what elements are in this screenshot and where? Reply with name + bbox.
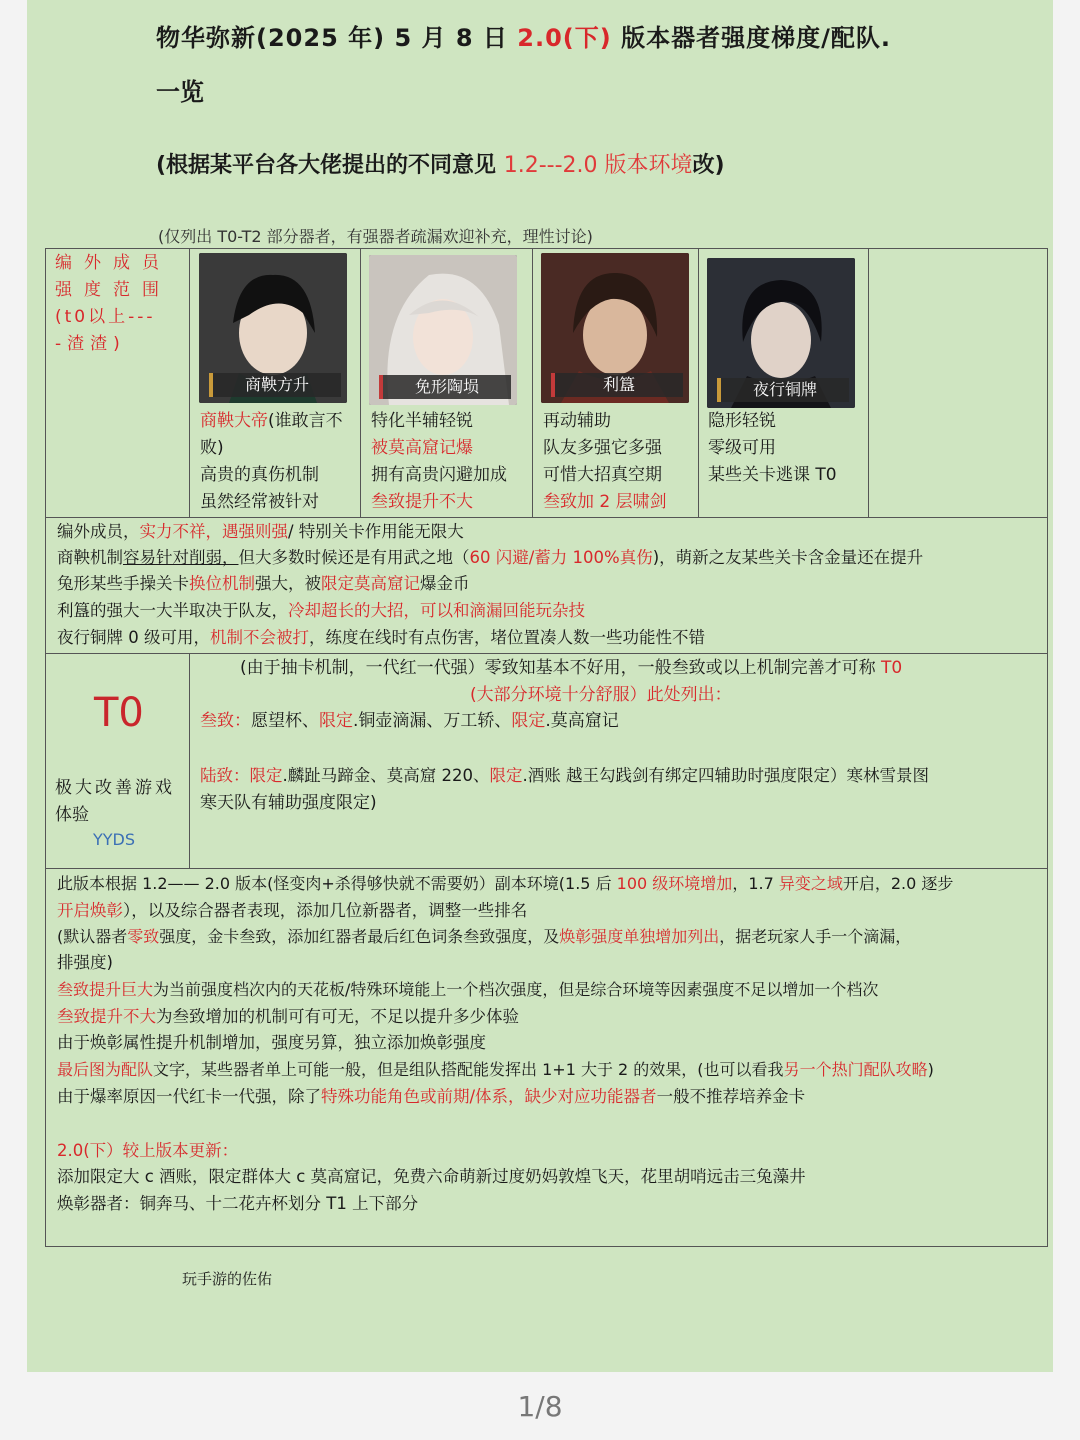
desc-line: 队友多强它多强 bbox=[543, 438, 662, 458]
note-line bbox=[57, 571, 470, 597]
subtitle-text-2: 改) bbox=[692, 153, 725, 178]
tier-line bbox=[240, 655, 902, 681]
desc-line bbox=[200, 408, 360, 435]
note-line bbox=[57, 545, 923, 571]
text: / 特别关卡作用能无限大 bbox=[288, 522, 464, 541]
character-name: 利簋 bbox=[551, 373, 683, 397]
col-divider bbox=[360, 248, 361, 518]
text: 此版本根据 1.2—— 2.0 版本(怪变肉+杀得够快就不需要奶）副本环境(1.5 后 bbox=[57, 874, 617, 893]
text: 一般不推荐培养金卡 bbox=[656, 1087, 806, 1106]
text: 商鞅机制 bbox=[57, 548, 123, 567]
desc-line: 叁致加 2 层啸剑 bbox=[543, 492, 667, 512]
row-label-line: -渣渣) bbox=[55, 334, 126, 354]
character-description bbox=[200, 408, 360, 516]
text: 但大多数时候还是有用武之地（ bbox=[238, 548, 470, 567]
text: .酒账 越王勾践剑有绑定四辅助时强度限定）寒林雪景图 bbox=[522, 766, 929, 785]
text: 愿望杯、 bbox=[251, 711, 319, 731]
text: 为叁致增加的机制可有可无，不足以提升多少体验 bbox=[156, 1007, 519, 1026]
note-line bbox=[57, 924, 911, 950]
desc-line: 某些关卡逃课 T0 bbox=[708, 465, 837, 485]
tier-line bbox=[200, 708, 619, 734]
note-line bbox=[57, 519, 464, 545]
highlight: 限定 bbox=[489, 766, 523, 785]
note-line bbox=[57, 1057, 934, 1083]
note-line bbox=[57, 871, 953, 897]
desc-line: 虽然经常被针对 bbox=[200, 492, 319, 512]
row-label-line: (t0以上--- bbox=[55, 307, 156, 327]
character-description bbox=[371, 408, 531, 516]
note-line bbox=[57, 625, 705, 651]
highlight: 叁致提升巨大 bbox=[57, 980, 154, 999]
highlight: 限定莫高窟记 bbox=[321, 574, 420, 593]
tier-subtitle-line: 体验 bbox=[55, 805, 89, 825]
col-divider bbox=[189, 248, 190, 518]
text: 开启，2.0 逐步 bbox=[842, 874, 954, 893]
tier-line: (大部分环境十分舒服）此处列出： bbox=[470, 685, 732, 705]
subtitle-text: (根据某平台各大佬提出的不同意见 bbox=[156, 153, 504, 178]
character-name: 商鞅方升 bbox=[209, 373, 341, 397]
text: 强度，金卡叁致，添加红器者最后红色词条叁致强度，及 bbox=[159, 927, 560, 946]
highlight: 陆致：限定 bbox=[200, 766, 283, 785]
highlight: 冷却超长的大招，可以和滴漏回能玩杂技 bbox=[288, 601, 585, 620]
col-divider bbox=[698, 248, 699, 518]
character-card[interactable] bbox=[369, 255, 517, 405]
author-credit: 玩手游的佐佑 bbox=[182, 1270, 273, 1288]
text: )，萌新之友某些关卡含金量还在提升 bbox=[652, 548, 924, 567]
highlight: 叁致提升不大 bbox=[57, 1007, 156, 1026]
highlight: 换位机制 bbox=[189, 574, 255, 593]
note-line bbox=[57, 1004, 519, 1030]
page-title bbox=[156, 18, 891, 53]
text: 利簋的强大一大半取决于队友， bbox=[57, 601, 288, 620]
disclaimer-note: (仅列出 T0-T2 部分器者，有强器者疏漏欢迎补充，理性讨论) bbox=[158, 227, 593, 246]
page-subtitle bbox=[156, 148, 725, 179]
tier-subtitle-line: 极大改善游戏 bbox=[55, 778, 175, 798]
underlined-text: 容易针对削弱， bbox=[123, 548, 239, 567]
text: ，练度在线时有点伤害，堵位置凑人数一些功能性不错 bbox=[309, 628, 705, 647]
highlight: T0 bbox=[881, 658, 903, 678]
col-divider bbox=[189, 654, 190, 868]
note-line bbox=[57, 1084, 805, 1110]
tier-label: T0 bbox=[94, 690, 144, 736]
text: ，1.7 bbox=[732, 874, 779, 893]
text: 夜行铜牌 0 级可用， bbox=[57, 628, 210, 647]
highlight: 最后图为配队 bbox=[57, 1060, 154, 1079]
note-line bbox=[57, 898, 527, 924]
highlight: 零致 bbox=[127, 927, 160, 946]
note-line bbox=[57, 977, 878, 1003]
desc-line: 隐形轻锐 bbox=[708, 411, 776, 431]
row-label-line: 编外成员 bbox=[55, 253, 171, 273]
text: 兔形某些手操关卡 bbox=[57, 574, 189, 593]
text: 编外成员， bbox=[57, 522, 140, 541]
character-description bbox=[543, 408, 698, 516]
text: (由于抽卡机制，一代红一代强）零致知基本不好用，一般叁致或以上机制完善才可称 bbox=[240, 658, 882, 678]
text: 由于爆率原因一代红卡一代强，除了 bbox=[57, 1087, 321, 1106]
desc-highlight: 商鞅大帝 bbox=[200, 411, 268, 431]
text: ），以及综合器者表现，添加几位新器者，调整一些排名 bbox=[123, 901, 528, 920]
row-label-line: 强度范围 bbox=[55, 280, 171, 300]
desc-line: 拥有高贵闪避加成 bbox=[371, 465, 507, 485]
row-label bbox=[55, 250, 185, 358]
character-name: 夜行铜牌 bbox=[717, 378, 849, 402]
character-card[interactable] bbox=[707, 258, 855, 408]
col-divider bbox=[532, 248, 533, 518]
subtitle-version: 1.2---2.0 版本环境 bbox=[503, 153, 693, 178]
desc-line: 可惜大招真空期 bbox=[543, 465, 662, 485]
tier-line bbox=[200, 763, 929, 789]
text: (默认器者 bbox=[57, 927, 128, 946]
desc-line: 败) bbox=[200, 438, 224, 458]
note-line bbox=[57, 598, 585, 624]
desc-line: 叁致提升不大 bbox=[371, 492, 473, 512]
section-divider-3 bbox=[45, 868, 1048, 869]
highlight: 焕彰强度单独增加列出 bbox=[559, 927, 720, 946]
desc-line: 特化半辅轻锐 bbox=[371, 411, 473, 431]
page-title-line2: 一览 bbox=[156, 78, 204, 106]
highlight: 另一个热门配队攻略 bbox=[783, 1060, 928, 1079]
highlight: 60 闪避/蓄力 100%真伤 bbox=[469, 548, 653, 567]
update-heading: 2.0(下）较上版本更新： bbox=[57, 1141, 239, 1160]
desc-line: 高贵的真伤机制 bbox=[200, 465, 319, 485]
desc-line: 被莫高窟记爆 bbox=[371, 438, 473, 458]
highlight: 机制不会被打 bbox=[210, 628, 309, 647]
highlight: 100 级环境增加 bbox=[616, 874, 733, 893]
desc-line: 零级可用 bbox=[708, 438, 776, 458]
desc-line: 再动辅助 bbox=[543, 411, 611, 431]
highlight: 实力不祥，遇强则强 bbox=[139, 522, 288, 541]
title-version: 2.0(下) bbox=[517, 24, 612, 52]
character-name: 免形陶埙 bbox=[379, 375, 511, 399]
desc-text: (谁敢言不 bbox=[268, 411, 343, 431]
tier-badge: YYDS bbox=[93, 830, 136, 849]
highlight: 异变之域 bbox=[778, 874, 843, 893]
highlight: 叁致： bbox=[200, 711, 251, 731]
text: .铜壶滴漏、万工轿、 bbox=[353, 711, 512, 731]
text: 为当前强度档次内的天花板/特殊环境能上一个档次强度，但是综合环境等因素强度不足以增加一个档次 bbox=[153, 980, 879, 999]
col-divider bbox=[868, 248, 869, 518]
tier-line: 寒天队有辅助强度限定) bbox=[200, 793, 377, 813]
note-line: 焕彰器者：铜奔马、十二花卉杯划分 T1 上下部分 bbox=[57, 1194, 419, 1213]
note-line: 添加限定大 c 酒账，限定群体大 c 莫高窟记，免费六命萌新过度奶妈敦煌飞天，花里胡哨远击三兔藻井 bbox=[57, 1167, 806, 1186]
note-line: 由于焕彰属性提升机制增加，强度另算，独立添加焕彰强度 bbox=[57, 1033, 486, 1052]
highlight: 限定 bbox=[511, 711, 546, 731]
highlight: 限定 bbox=[319, 711, 353, 731]
title-text-2: 版本器者强度梯度/配队. bbox=[611, 24, 891, 52]
text: .莫高窟记 bbox=[545, 711, 619, 731]
character-description bbox=[708, 408, 868, 489]
text: 爆金币 bbox=[420, 574, 470, 593]
character-card[interactable] bbox=[199, 253, 347, 403]
text: 强大，被 bbox=[255, 574, 321, 593]
title-text: 物华弥新(2025 年) 5 月 8 日 bbox=[156, 24, 518, 52]
character-card[interactable] bbox=[541, 253, 689, 403]
highlight: 开启焕彰 bbox=[57, 901, 123, 920]
text: ) bbox=[927, 1060, 934, 1079]
text: 文字，某些器者单上可能一般，但是组队搭配能发挥出 1+1 大于 2 的效果，(也可以看我 bbox=[153, 1060, 784, 1079]
text: ，据老玩家人手一个滴漏， bbox=[719, 927, 912, 946]
note-line: 排强度) bbox=[57, 953, 113, 972]
highlight: 特殊功能角色或前期/体系，缺少对应功能器者 bbox=[321, 1087, 657, 1106]
tier-subtitle bbox=[55, 775, 181, 829]
page-indicator: 1/8 bbox=[517, 1390, 563, 1423]
text: .麟趾马蹄金、莫高窟 220、 bbox=[282, 766, 490, 785]
